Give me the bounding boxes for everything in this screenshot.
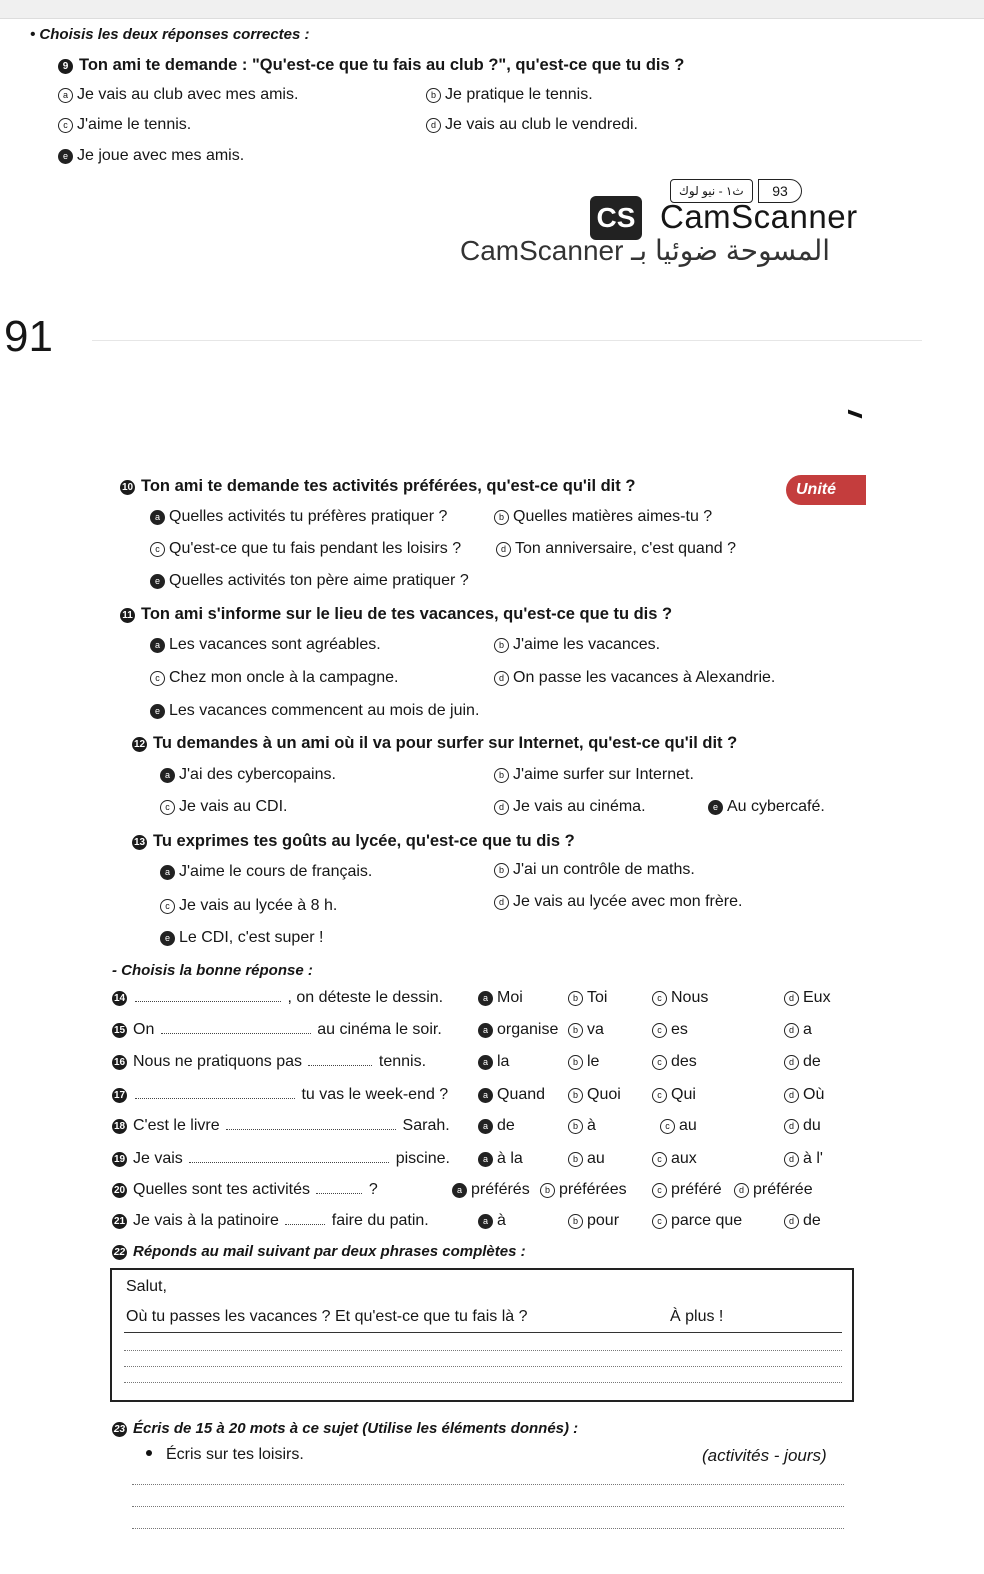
option-letter-icon: a [160, 768, 175, 783]
q21-option-c[interactable] [652, 1212, 742, 1230]
option-text: Eux [803, 989, 831, 1006]
top-edge [0, 0, 984, 19]
question-15 [112, 1021, 442, 1039]
option-letter-icon: a [58, 88, 73, 103]
option-text: Je joue avec mes amis. [77, 147, 245, 164]
option-letter-icon: b [494, 768, 509, 783]
option-text: au [679, 1117, 697, 1134]
option-text: préférée [753, 1181, 813, 1198]
option-letter-icon: c [652, 1055, 667, 1070]
option-text: va [587, 1021, 604, 1038]
q20-option-d[interactable] [734, 1181, 813, 1199]
question-22 [112, 1243, 526, 1260]
q19-option-a[interactable] [478, 1150, 523, 1168]
q10-option-d[interactable] [496, 540, 736, 558]
option-text: Qui [671, 1086, 696, 1103]
sentence-end: Sarah. [402, 1117, 450, 1134]
option-letter-icon: d [784, 1152, 799, 1167]
camscanner-logo-icon: CS [590, 196, 642, 240]
option-text: Les vacances commencent au mois de juin. [169, 702, 480, 719]
question-21 [112, 1212, 429, 1230]
q15-option-b[interactable] [568, 1021, 604, 1039]
option-text: aux [671, 1150, 697, 1167]
option-text: la [497, 1053, 510, 1070]
option-text: Je vais au cinéma. [513, 798, 646, 815]
question-number: 11 [120, 608, 135, 623]
sentence-start: Nous ne pratiquons pas [133, 1053, 302, 1070]
sentence-end: faire du patin. [331, 1212, 429, 1229]
option-letter-icon: b [568, 1055, 583, 1070]
option-letter-icon: a [478, 1023, 493, 1038]
mail-body: Où tu passes les vacances ? Et qu'est-ce que tu fais là ? [126, 1308, 528, 1325]
option-letter-icon: c [652, 1214, 667, 1229]
blank-field[interactable] [135, 989, 281, 1002]
option-text: J'ai des cybercopains. [179, 766, 336, 783]
q15-option-d[interactable] [784, 1021, 812, 1039]
q12-option-b[interactable] [494, 766, 694, 784]
question-11 [120, 605, 672, 624]
question-9 [58, 56, 684, 75]
option-text: organise [497, 1021, 559, 1038]
option-text: à l' [803, 1150, 823, 1167]
option-letter-icon: d [784, 1088, 799, 1103]
option-text: du [803, 1117, 821, 1134]
q13-option-b[interactable] [494, 861, 695, 879]
answer-line[interactable] [124, 1350, 842, 1351]
option-letter-icon: e [58, 149, 73, 164]
option-text: J'ai un contrôle de maths. [513, 861, 695, 878]
option-text: Moi [497, 989, 523, 1006]
option-text: préférées [559, 1181, 627, 1198]
option-text: Quelles matières aimes-tu ? [513, 508, 713, 525]
q15-option-c[interactable] [652, 1021, 688, 1039]
option-letter-icon: c [652, 1152, 667, 1167]
option-letter-icon: b [568, 1152, 583, 1167]
option-text: a [803, 1021, 812, 1038]
camscanner-watermark: المسوحة ضوئيا بـ CamScanner [460, 235, 831, 266]
question-18 [112, 1117, 450, 1135]
q16-option-c[interactable] [652, 1053, 697, 1071]
question-10 [120, 477, 635, 496]
question-number: 19 [113, 1154, 126, 1165]
q19-option-c[interactable] [652, 1150, 697, 1168]
question-13 [132, 832, 575, 851]
option-letter-icon: a [150, 638, 165, 653]
option-letter-icon: a [452, 1183, 467, 1198]
camscanner-brand: CamScanner [660, 198, 858, 235]
option-letter-icon: a [150, 510, 165, 525]
option-letter-icon: c [652, 1088, 667, 1103]
answer-line[interactable] [132, 1484, 844, 1485]
option-text: es [671, 1021, 688, 1038]
topic-text: Écris sur tes loisirs. [166, 1446, 304, 1463]
q10-option-c[interactable] [150, 540, 461, 558]
blank-field[interactable] [189, 1150, 389, 1163]
mail-box [110, 1268, 854, 1402]
answer-line[interactable] [124, 1382, 842, 1383]
question-number: 20 [113, 1185, 126, 1196]
option-text: de [497, 1117, 515, 1134]
option-letter-icon: d [494, 895, 509, 910]
q12-option-c[interactable] [160, 798, 287, 816]
option-text: Je vais au CDI. [179, 798, 288, 815]
question-text: Écris de 15 à 20 mots à ce sujet (Utilise les éléments donnés) : [133, 1420, 579, 1437]
question-16 [112, 1053, 426, 1071]
q14-option-b[interactable] [568, 989, 607, 1007]
option-text: Quoi [587, 1086, 621, 1103]
q18-option-d[interactable] [784, 1117, 821, 1135]
option-letter-icon: d [784, 1119, 799, 1134]
page-badge-number: 93 [758, 179, 802, 203]
question-number: 17 [113, 1090, 126, 1101]
sentence-start: Je vais [133, 1150, 183, 1167]
q9-option-b[interactable] [426, 86, 593, 104]
option-text: à la [497, 1150, 523, 1167]
option-text: Ton anniversaire, c'est quand ? [515, 540, 736, 557]
q19-option-b[interactable] [568, 1150, 605, 1168]
q13-option-d[interactable] [494, 893, 742, 911]
question-number: 14 [113, 993, 126, 1004]
option-letter-icon: a [478, 1119, 493, 1134]
question-number: 16 [113, 1057, 126, 1068]
question-number: 10 [121, 482, 134, 493]
option-letter-icon: e [160, 931, 175, 946]
option-letter-icon: b [426, 88, 441, 103]
question-text: Ton ami s'informe sur le lieu de tes vacances, qu'est-ce que tu dis ? [141, 605, 673, 623]
question-17 [112, 1086, 448, 1104]
q16-option-a[interactable] [478, 1053, 509, 1071]
option-text: On passe les vacances à Alexandrie. [513, 669, 776, 686]
option-text: pour [587, 1212, 620, 1229]
option-letter-icon: b [568, 1023, 583, 1038]
answer-line[interactable] [124, 1366, 842, 1367]
sentence-end: ? [368, 1181, 378, 1198]
question-text: Tu demandes à un ami où il va pour surfer sur Internet, qu'est-ce qu'il dit ? [153, 734, 738, 752]
option-letter-icon: b [494, 510, 509, 525]
option-letter-icon: d [784, 1214, 799, 1229]
blank-field[interactable] [135, 1086, 295, 1099]
q16-option-d[interactable] [784, 1053, 821, 1071]
q10-option-b[interactable] [494, 508, 712, 526]
option-letter-icon: c [160, 800, 175, 815]
sentence-start: C'est le livre [133, 1117, 220, 1134]
question-number: 21 [113, 1216, 126, 1227]
q10-option-a[interactable] [150, 508, 447, 526]
question-number: 9 [58, 59, 73, 74]
option-letter-icon: c [660, 1119, 675, 1134]
q18-option-b[interactable] [568, 1117, 596, 1135]
question-19 [112, 1150, 450, 1168]
option-letter-icon: e [150, 704, 165, 719]
q21-option-b[interactable] [568, 1212, 619, 1230]
q17-option-d[interactable] [784, 1086, 824, 1104]
sentence-start: Je vais à la patinoire [133, 1212, 279, 1229]
q20-option-b[interactable] [540, 1181, 627, 1199]
sentence-end: piscine. [395, 1150, 450, 1167]
question-20 [112, 1181, 378, 1199]
option-letter-icon: b [568, 1119, 583, 1134]
option-text: Nous [671, 989, 709, 1006]
question-text: Tu exprimes tes goûts au lycée, qu'est-ce que tu dis ? [153, 832, 575, 850]
option-letter-icon: d [784, 991, 799, 1006]
writing-topic [146, 1446, 304, 1464]
option-text: Je vais au club le vendredi. [445, 116, 638, 133]
option-text: préféré [671, 1181, 722, 1198]
q21-option-d[interactable] [784, 1212, 821, 1230]
answer-line[interactable] [132, 1528, 844, 1529]
option-text: Le CDI, c'est super ! [179, 929, 324, 946]
q17-option-c[interactable] [652, 1086, 696, 1104]
q18-option-c[interactable] [660, 1117, 697, 1135]
q11-option-c[interactable] [150, 669, 398, 687]
page-divider [92, 340, 922, 341]
q14-option-c[interactable] [652, 989, 708, 1007]
option-text: préférés [471, 1181, 530, 1198]
option-letter-icon: d [494, 671, 509, 686]
option-letter-icon: d [784, 1023, 799, 1038]
option-text: parce que [671, 1212, 743, 1229]
option-text: J'aime surfer sur Internet. [513, 766, 694, 783]
page-number: 91 [4, 312, 53, 361]
option-letter-icon: a [478, 1152, 493, 1167]
option-letter-icon: a [478, 1088, 493, 1103]
option-letter-icon: c [160, 899, 175, 914]
mail-greeting: Salut, [126, 1278, 167, 1295]
q14-option-a[interactable] [478, 989, 523, 1007]
question-number: 12 [133, 739, 146, 750]
question-12 [132, 734, 737, 753]
q13-option-e[interactable] [160, 929, 323, 947]
option-letter-icon: b [568, 1088, 583, 1103]
question-text: Ton ami te demande : "Qu'est-ce que tu fais au club ?", qu'est-ce que tu dis ? [79, 56, 685, 74]
sentence-end: , on déteste le dessin. [287, 989, 444, 1006]
question-23 [112, 1420, 578, 1437]
option-text: au [587, 1150, 605, 1167]
q20-option-c[interactable] [652, 1181, 722, 1199]
option-letter-icon: b [540, 1183, 555, 1198]
q9-option-d[interactable] [426, 116, 638, 134]
option-text: Toi [587, 989, 608, 1006]
option-letter-icon: a [478, 1214, 493, 1229]
q11-option-b[interactable] [494, 636, 660, 654]
instruction-two-answers: • Choisis les deux réponses correctes : [30, 26, 310, 43]
option-text: J'aime le tennis. [77, 116, 192, 133]
option-text: Qu'est-ce que tu fais pendant les loisirs ? [169, 540, 462, 557]
option-text: Je vais au club avec mes amis. [77, 86, 299, 103]
question-number: 13 [133, 837, 146, 848]
q11-option-e[interactable] [150, 702, 479, 720]
option-text: Où [803, 1086, 825, 1103]
option-text: de [803, 1212, 821, 1229]
option-letter-icon: c [652, 1023, 667, 1038]
option-text: Quelles activités tu préfères pratiquer ? [169, 508, 448, 525]
q13-option-a[interactable] [160, 863, 372, 881]
q9-option-c[interactable] [58, 116, 191, 134]
bullet-icon [146, 1450, 152, 1456]
page-badge-label: ث١ - نيو لوك [670, 179, 753, 203]
option-text: le [587, 1053, 600, 1070]
option-text: Je vais au lycée avec mon frère. [513, 893, 743, 910]
option-text: Au cybercafé. [727, 798, 825, 815]
question-number: 23 [113, 1424, 126, 1435]
q9-option-e[interactable] [58, 147, 244, 165]
question-text: Réponds au mail suivant par deux phrases complètes : [133, 1243, 526, 1260]
q16-option-b[interactable] [568, 1053, 599, 1071]
q11-option-d[interactable] [494, 669, 775, 687]
q10-option-e[interactable] [150, 572, 469, 590]
option-letter-icon: e [150, 574, 165, 589]
question-number: 22 [113, 1247, 126, 1258]
q12-option-e[interactable] [708, 798, 825, 816]
instruction-single-answer: - Choisis la bonne réponse : [112, 962, 313, 979]
option-letter-icon: c [652, 1183, 667, 1198]
option-letter-icon: b [494, 638, 509, 653]
option-letter-icon: b [494, 863, 509, 878]
option-letter-icon: a [478, 1055, 493, 1070]
option-text: Quand [497, 1086, 546, 1103]
blank-field[interactable] [285, 1212, 325, 1225]
blank-field[interactable] [226, 1117, 396, 1130]
option-letter-icon: d [494, 800, 509, 815]
option-text: Les vacances sont agréables. [169, 636, 381, 653]
question-text: Ton ami te demande tes activités préférées, qu'est-ce qu'il dit ? [141, 477, 636, 495]
blank-field[interactable] [316, 1181, 362, 1194]
option-letter-icon: b [568, 1214, 583, 1229]
sentence-start: On [133, 1021, 155, 1038]
option-letter-icon: e [708, 800, 723, 815]
option-letter-icon: d [734, 1183, 749, 1198]
option-text: à [587, 1117, 596, 1134]
option-letter-icon: d [426, 118, 441, 133]
option-text: Chez mon oncle à la campagne. [169, 669, 399, 686]
option-letter-icon: d [496, 542, 511, 557]
option-letter-icon: b [568, 991, 583, 1006]
option-text: Quelles activités ton père aime pratiquer ? [169, 572, 469, 589]
q17-option-a[interactable] [478, 1086, 545, 1104]
question-number: 15 [113, 1025, 126, 1036]
question-14 [112, 989, 443, 1007]
blank-field[interactable] [161, 1021, 311, 1034]
q9-option-a[interactable] [58, 86, 298, 104]
answer-line[interactable] [132, 1506, 844, 1507]
q12-option-a[interactable] [160, 766, 336, 784]
unite-tab: Unité [786, 475, 866, 505]
q19-option-d[interactable] [784, 1150, 823, 1168]
option-text: Je pratique le tennis. [445, 86, 593, 103]
option-text: J'aime les vacances. [513, 636, 661, 653]
option-letter-icon: a [478, 991, 493, 1006]
corner-mark-icon [848, 409, 862, 418]
option-letter-icon: c [652, 991, 667, 1006]
mail-separator [124, 1332, 842, 1333]
sentence-end: au cinéma le soir. [317, 1021, 442, 1038]
option-letter-icon: c [58, 118, 73, 133]
mail-closing: À plus ! [670, 1308, 724, 1325]
q13-option-c[interactable] [160, 897, 337, 915]
option-letter-icon: c [150, 671, 165, 686]
q14-option-d[interactable] [784, 989, 831, 1007]
q21-option-a[interactable] [478, 1212, 506, 1230]
q15-option-a[interactable] [478, 1021, 558, 1039]
option-text: des [671, 1053, 697, 1070]
q20-option-a[interactable] [452, 1181, 530, 1199]
sentence-start: Quelles sont tes activités [133, 1181, 310, 1198]
option-text: J'aime le cours de français. [179, 863, 373, 880]
option-letter-icon: c [150, 542, 165, 557]
sentence-end: tennis. [378, 1053, 427, 1070]
option-text: de [803, 1053, 821, 1070]
option-letter-icon: d [784, 1055, 799, 1070]
option-text: à [497, 1212, 506, 1229]
blank-field[interactable] [308, 1053, 372, 1066]
q12-option-d[interactable] [494, 798, 646, 816]
writing-elements: (activités - jours) [702, 1446, 827, 1465]
q18-option-a[interactable] [478, 1117, 515, 1135]
option-text: Je vais au lycée à 8 h. [179, 897, 338, 914]
question-number: 18 [113, 1121, 126, 1132]
q17-option-b[interactable] [568, 1086, 621, 1104]
q11-option-a[interactable] [150, 636, 381, 654]
option-letter-icon: a [160, 865, 175, 880]
sentence-end: tu vas le week-end ? [301, 1086, 449, 1103]
